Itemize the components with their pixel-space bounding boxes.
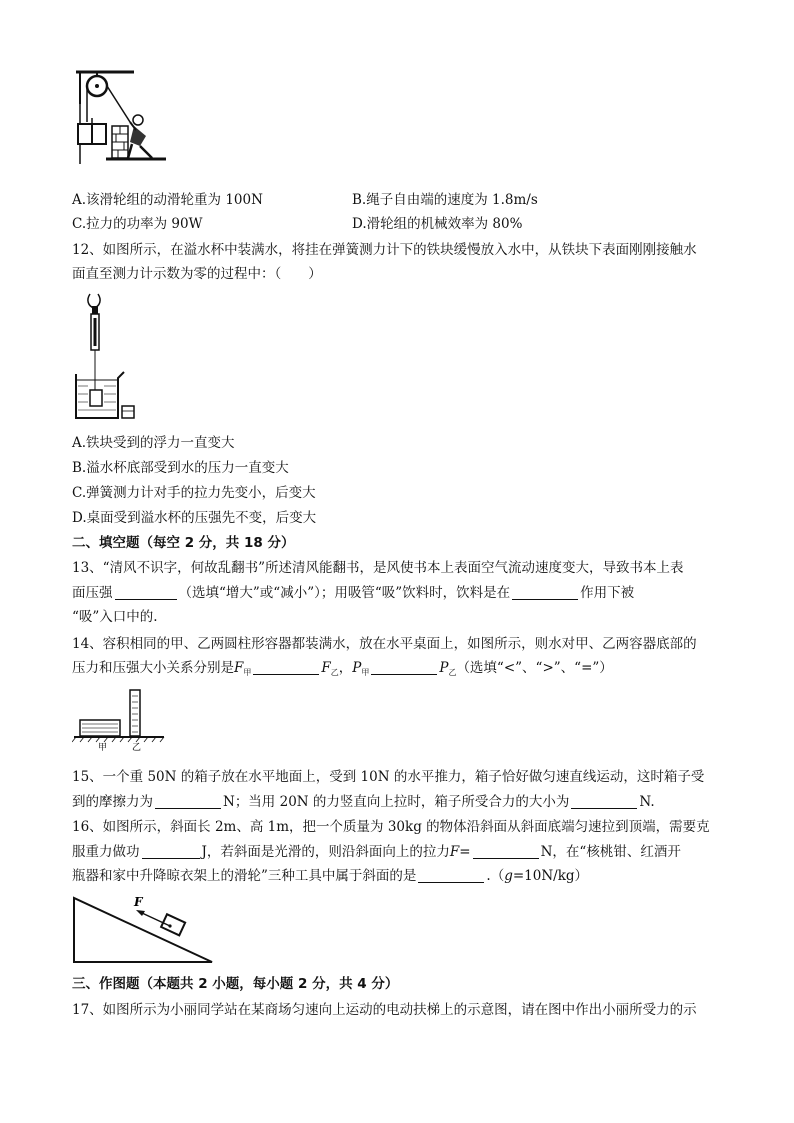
q16-text-a: 服重力做功 (72, 844, 140, 860)
q11-option-b: B.绳子自由端的速度为 1.8m/s (352, 192, 538, 208)
q16-line2 (72, 842, 681, 862)
q13-text-a: 面压强 (72, 585, 113, 601)
q12-option-c: C.弹簧测力计对手的拉力先变小，后变大 (72, 485, 316, 501)
incline-figure (72, 890, 222, 966)
overflow-cup-figure (72, 290, 138, 424)
q12-stem-line2: 面直至测力计示数为零的过程中：（ ） (72, 266, 322, 282)
q12-option-b: B.溢水杯底部受到水的压力一直变大 (72, 460, 289, 476)
q13-blank-1[interactable] (115, 585, 177, 600)
q16-line1: 16、如图所示，斜面长 2m、高 1m，把一个质量为 30kg 的物体沿斜面从斜面底端匀速拉到顶端，需要克 (72, 819, 710, 835)
q16-text-d: N，在“核桃钳、红酒开 (540, 844, 681, 860)
q14-symbol-f1: F (234, 660, 244, 676)
q14-comma: ， (338, 660, 353, 676)
q14-symbol-f2: F (321, 660, 331, 676)
force-label-f: F (134, 895, 143, 909)
q13-text-b: （选填“增大”或“减小”）；用吸管“吸”饮料时，饮料是在 (178, 585, 511, 601)
q16-blank-1[interactable] (142, 844, 200, 859)
q14-blank-2[interactable] (371, 660, 437, 675)
q16-symbol-g: g (504, 868, 513, 884)
q14-text-end: （选填“<”、“>”、“=”） (456, 660, 613, 676)
q16-symbol-f: F (449, 844, 460, 860)
q16-text-f: .（ (486, 868, 505, 884)
q17-line1: 17、如图所示为小丽同学站在某商场匀速向上运动的电动扶梯上的示意图，请在图中作出小丽所受力的示 (72, 1002, 697, 1018)
q12-option-a: A.铁块受到的浮力一直变大 (72, 435, 235, 451)
q16-text-e: 瓶器和家中升降晾衣架上的滑轮”三种工具中属于斜面的是 (72, 868, 417, 884)
q14-symbol-p1: P (352, 660, 362, 676)
q16-text-g: =10N/kg） (512, 868, 589, 884)
q15-blank-1[interactable] (155, 794, 221, 809)
q14-subscript-jia-1: 甲 (243, 668, 252, 677)
q15-text-a: 到的摩擦力为 (72, 794, 153, 810)
q12-option-d: D.桌面受到溢水杯的压强先不变，后变大 (72, 510, 317, 526)
q11-option-d: D.滑轮组的机械效率为 80% (352, 216, 523, 232)
q16-text-eq: = (459, 844, 471, 860)
q15-line1: 15、一个重 50N 的箱子放在水平地面上，受到 10N 的水平推力，箱子恰好做匀速直线运动，这时箱子受 (72, 769, 705, 785)
q16-line3 (72, 866, 588, 886)
q12-stem-line1: 12、如图所示，在溢水杯中装满水，将挂在弹簧测力计下的铁块缓慢放入水中，从铁块下表面刚刚接触水 (72, 242, 697, 258)
pulley-figure (70, 64, 170, 172)
q16-blank-2[interactable] (473, 844, 539, 859)
q15-line2 (72, 792, 655, 812)
q16-blank-3[interactable] (418, 868, 484, 883)
container-label-yi: 乙 (132, 743, 142, 752)
container-label-jia: 甲 (98, 743, 108, 752)
q14-text-a: 压力和压强大小关系分别是 (72, 660, 234, 676)
q13-blank-2[interactable] (512, 585, 578, 600)
q14-blank-1[interactable] (253, 660, 319, 675)
q13-line1: 13、“清风不识字，何故乱翻书”所述清风能翻书，是风使书本上表面空气流动速度变大，导致书本上表 (72, 560, 684, 576)
q13-line3: “吸”入口中的. (72, 609, 158, 625)
q14-subscript-yi-2: 乙 (448, 668, 457, 677)
q14-line1: 14、容积相同的甲、乙两圆柱形容器都装满水，放在水平桌面上，如图所示，则水对甲、乙两容器底部的 (72, 636, 697, 652)
q14-line2 (72, 658, 613, 683)
section-3-heading: 三、作图题（本题共 2 小题，每小题 2 分，共 4 分） (72, 976, 399, 992)
q14-subscript-yi-1: 乙 (330, 668, 339, 677)
q15-text-c: N. (639, 794, 655, 810)
q14-subscript-jia-2: 甲 (361, 668, 370, 677)
q16-text-b: J，若斜面是光滑的，则沿斜面向上的拉力 (201, 844, 450, 860)
q15-blank-2[interactable] (571, 794, 637, 809)
containers-figure (72, 686, 168, 752)
section-2-heading: 二、填空题（每空 2 分，共 18 分） (72, 535, 295, 551)
q13-text-c: 作用下被 (580, 585, 635, 601)
q11-option-a: A.该滑轮组的动滑轮重为 100N (72, 192, 263, 208)
q13-line2 (72, 583, 634, 603)
q14-symbol-p2: P (439, 660, 449, 676)
q11-option-c: C.拉力的功率为 90W (72, 216, 203, 232)
q15-text-b: N；当用 20N 的力竖直向上拉时，箱子所受合力的大小为 (223, 794, 570, 810)
